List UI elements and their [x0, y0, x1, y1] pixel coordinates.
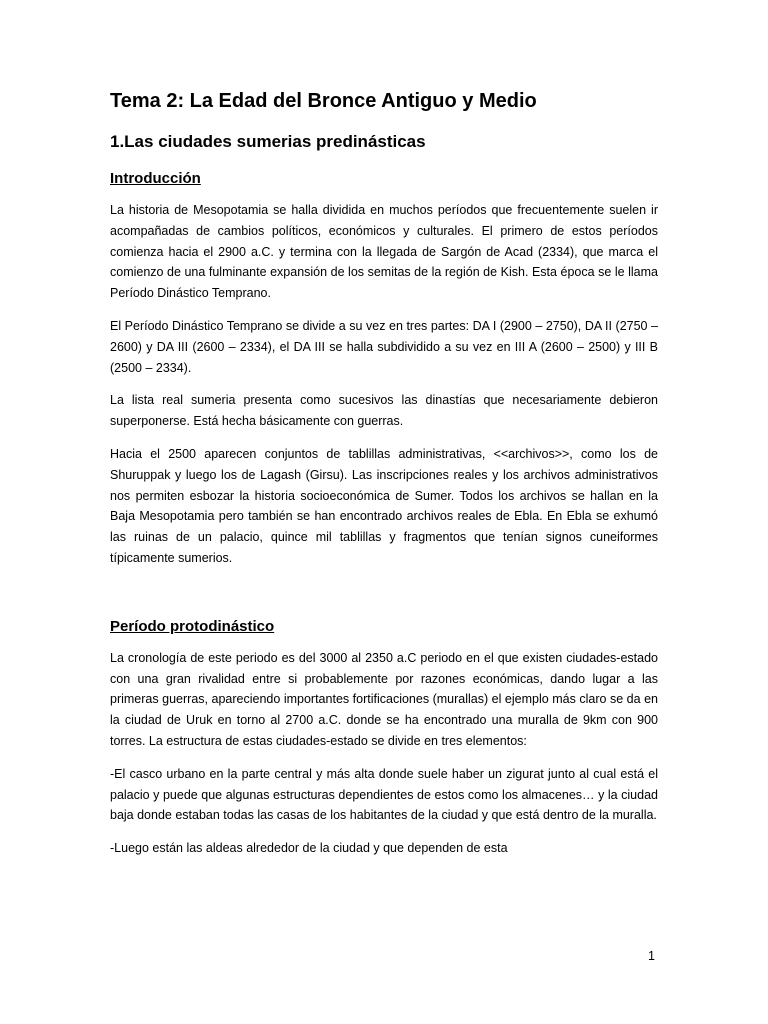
- section-heading-introduccion: Introducción: [110, 170, 201, 187]
- document-page: [110, 88, 658, 859]
- paragraph: -Luego están las aldeas alrededor de la ciudad y que dependen de esta: [110, 841, 508, 856]
- paragraph: La lista real sumeria presenta como sucesivos las dinastías que necesariamente debieron superponerse. Está hecha básicamente con guerras.: [110, 393, 658, 429]
- document-title: Tema 2: La Edad del Bronce Antiguo y Medio: [110, 90, 537, 112]
- paragraph: El Período Dinástico Temprano se divide a su vez en tres partes: DA I (2900 – 2750), DA II (2750 – 2600) y DA III (2600 – 2334), el DA III se halla subdividido a su vez en III A (2600 – 2500) y III B (2500 – 2334).: [110, 318, 658, 375]
- paragraph: -El casco urbano en la parte central y más alta donde suele haber un zigurat junto al cual está el palacio y puede que algunas estructuras dependientes de estos como los almacenes… y la ciudad baja donde estaban todas las casas de los habitantes de la ciudad y que está dentro de la muralla.: [110, 766, 658, 823]
- section-heading-periodo-protodinastico: Período protodinástico: [110, 617, 275, 635]
- document-subtitle: 1.Las ciudades sumerias predinásticas: [110, 132, 426, 151]
- paragraph: La cronología de este periodo es del 3000 al 2350 a.C periodo en el que existen ciudades-estado con una gran rivalidad entre si probablemente por razones económicas, dando lugar a las primeras guerras, apareciendo importantes fortificaciones (murallas) el ejemplo más claro se da en la ciudad de Uruk en torno al 2700 a.C. donde se ha encontrado una muralla de 9km con 900 torres. La estructura de estas ciudades-estado se divide en tres elementos:: [110, 650, 658, 748]
- page-number: 1: [648, 949, 655, 963]
- paragraph: La historia de Mesopotamia se halla dividida en muchos períodos que frecuentemente suelen ir acompañadas de cambios políticos, económicos y culturales. El primero de estos períodos comienza hacia el 2900 a.C. y termina con la llegada de Sargón de Acad (2334), que marca el comienzo de una fulminante expansión de los semitas de la región de Kish. Esta época se le llama Período Dinástico Temprano.: [110, 203, 658, 301]
- paragraph: Hacia el 2500 aparecen conjuntos de tablillas administrativas, <<archivos>>, como los de Shuruppak y luego los de Lagash (Girsu). Las inscripciones reales y los archivos administrativos nos permiten esbozar la historia socioeconómica de Sumer. Todos los archivos se hallan en la Baja Mesopotamia pero también se han encontrado archivos reales de Ebla. En Ebla se exhumó las ruinas de un palacio, quince mil tablillas y fragmentos que tenían signos cuneiformes típicamente sumerios.: [110, 446, 658, 565]
